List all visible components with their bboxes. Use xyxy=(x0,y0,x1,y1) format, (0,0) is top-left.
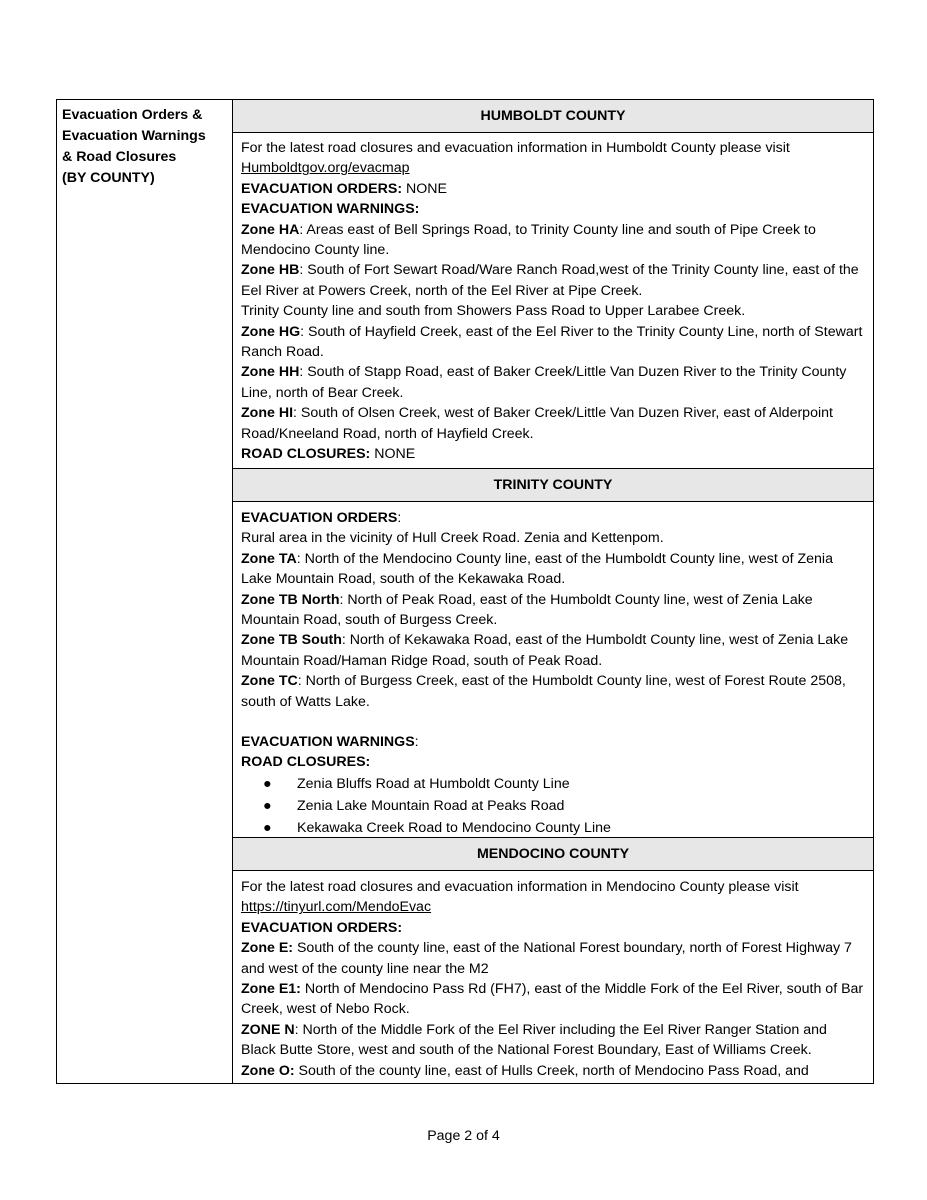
zone-item: Trinity County line and south from Showers Pass Road to Upper Larabee Creek. xyxy=(241,303,746,320)
trinity-warnings-label: EVACUATION WARNINGS xyxy=(241,734,415,751)
zone-item: Zone TC: North of Burgess Creek, east of the Humboldt County line, west of Forest Route 2508, south of Watts Lake. xyxy=(241,673,846,710)
category-line: Evacuation Warnings xyxy=(62,128,206,144)
zone-item: ZONE N: North of the Middle Fork of the Eel River including the Eel River Ranger Station and Black Butte Store, west and south of the National Forest Boundary, East of Williams Creek. xyxy=(241,1021,827,1059)
zone-item: Zone HA: Areas east of Bell Springs Road, to Trinity County line and south of Pipe Creek to Mendocino County line. xyxy=(241,221,816,259)
trinity-orders-intro: Rural area in the vicinity of Hull Creek Road. Zenia and Kettenpom. xyxy=(241,530,664,547)
category-line: & Road Closures xyxy=(62,149,177,165)
bullet-icon: ● xyxy=(263,797,272,814)
humboldt-section xyxy=(233,133,873,469)
trinity-orders-label: EVACUATION ORDERS xyxy=(241,510,398,526)
trinity-header: TRINITY COUNTY xyxy=(233,469,873,502)
zone-item: Zone HH: South of Stapp Road, east of Baker Creek/Little Van Duzen River to the Trinity County Line, north of Bear Creek. xyxy=(241,364,847,401)
trinity-closures-list xyxy=(241,773,865,839)
humboldt-warnings-label: EVACUATION WARNINGS: xyxy=(241,201,420,218)
mendocino-orders-label: EVACUATION ORDERS: xyxy=(241,919,403,936)
zone-item: Zone TB North: North of Peak Road, east of the Humboldt County line, west of Zenia Lake Mountain Road, south of Burgess Creek. xyxy=(241,591,813,629)
zone-item: Zone HB: South of Fort Sewart Road/Ware Ranch Road,west of the Trinity County line, east of the Eel River at Powers Creek, north of the Eel River at Pipe Creek. xyxy=(241,262,859,299)
humboldt-intro: For the latest road closures and evacuation information in Humboldt County please visit xyxy=(241,140,790,156)
zone-item: Zone HG: South of Hayfield Creek, east of the Eel River to the Trinity County Line, north of Stewart Ranch Road. xyxy=(241,323,863,361)
category-line: (BY COUNTY) xyxy=(62,170,155,186)
trinity-section: EVACUATION ORDERS: Rural area in the vicinity of Hull Creek Road. Zenia and Kettenpom. Zone TA: North of the Mendocino County line, east of the Humboldt County line, west of Zenia Lake Mountain Road, south of the Kekawaka Road. Zone TB North: North of Peak Road, east of the Humboldt County line, west of Zenia Lake Mountain Road, south of Burgess Creek. Zone TB South: North of Kekawaka Road, east of the Humboldt County line, west of Zenia Lake Mountain Road/Haman Ridge Road, south of Peak Road. Zone TC: North of Burgess Creek, east of the Humboldt County line, west of Forest Route 2508, south of Watts Lake. EVACUATION WARNINGS: ROAD CLOSURES: ● Zenia Bluffs Road at Humboldt County Line ● Zenia Lake Mountain Road at Peaks Road ● Kekawaka Creek Road to Mendocino County Line xyxy=(233,502,873,838)
zone-item: Zone E: South of the county line, east of the National Forest boundary, north of Forest Highway 7 and west of the county line near the M2 xyxy=(241,940,852,977)
bullet-icon: ● xyxy=(263,775,272,792)
mendocino-section xyxy=(233,871,873,1081)
mendocino-header: MENDOCINO COUNTY xyxy=(233,838,873,871)
humboldt-orders: EVACUATION ORDERS: NONE xyxy=(241,180,447,197)
zone-item: Zone E1: North of Mendocino Pass Rd (FH7), east of the Middle Fork of the Eel River, south of Bar Creek, west of Nebo Rock. xyxy=(241,981,864,1018)
humboldt-evacmap-link[interactable]: Humboldtgov.org/evacmap xyxy=(241,160,410,177)
mendocino-intro: For the latest road closures and evacuation information in Mendocino County please visit xyxy=(241,879,799,895)
trinity-closures-label: ROAD CLOSURES: xyxy=(241,754,371,771)
category-cell xyxy=(57,100,233,1083)
mendocino-evac-link[interactable]: https://tinyurl.com/MendoEvac xyxy=(241,899,432,916)
bullet-icon: ● xyxy=(263,819,272,836)
zone-item: Zone TB South: North of Kekawaka Road, east of the Humboldt County line, west of Zenia Lake Mountain Road/Haman Ridge Road, south of Peak Road. xyxy=(241,632,849,669)
humboldt-closures: ROAD CLOSURES: NONE xyxy=(241,446,416,463)
category-line: Evacuation Orders & xyxy=(62,107,203,123)
list-item: ● Zenia Lake Mountain Road at Peaks Road xyxy=(241,795,865,817)
humboldt-header: HUMBOLDT COUNTY xyxy=(233,100,873,133)
zone-item: Zone HI: South of Olsen Creek, west of Baker Creek/Little Van Duzen River, east of Alderpoint Road/Kneeland Road, north of Hayfield Creek. xyxy=(241,405,833,442)
list-item: ● Zenia Bluffs Road at Humboldt County Line xyxy=(241,773,865,795)
county-table xyxy=(56,99,874,1084)
zone-item: Zone TA: North of the Mendocino County line, east of the Humboldt County line, west of Zenia Lake Mountain Road, south of the Kekawaka Road. xyxy=(241,550,833,588)
list-item: ● Kekawaka Creek Road to Mendocino County Line xyxy=(241,817,865,839)
zone-item: Zone O: South of the county line, east of Hulls Creek, north of Mendocino Pass Road, and xyxy=(241,1062,809,1079)
page-number: Page 2 of 4 xyxy=(427,1128,500,1144)
county-details xyxy=(233,100,873,1083)
